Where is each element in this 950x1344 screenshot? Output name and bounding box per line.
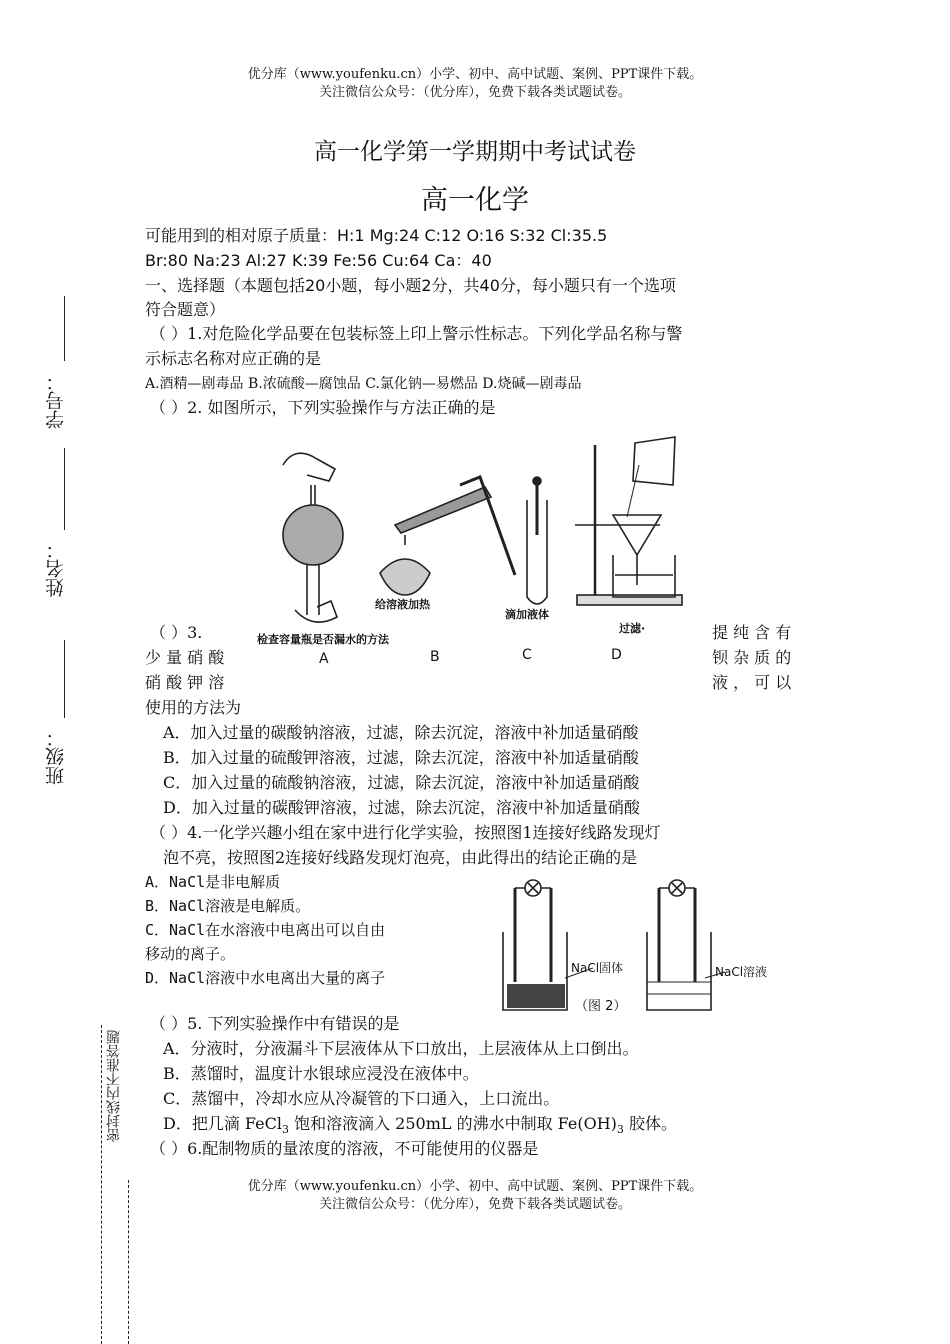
q3-stem-left-2: 少 量 硝 酸 — [145, 648, 225, 667]
name-underline — [64, 448, 65, 530]
q4-option-c-2: 移动的离子。 — [145, 945, 236, 963]
q3-option-b: B．加入过量的硫酸钾溶液，过滤，除去沉淀，溶液中补加适量硝酸 — [163, 748, 639, 767]
q5-stem: （ ）5. 下列实验操作中有错误的是 — [150, 1014, 400, 1033]
fig-label-a: A — [319, 651, 329, 667]
funnel — [613, 515, 661, 555]
q5-option-a: A．分液时，分液漏斗下层液体从下口放出，上层液体从上口倒出。 — [163, 1039, 639, 1058]
exam-subtitle: 高一化学 — [421, 185, 529, 216]
hand-bottom — [295, 601, 337, 622]
nacl-solid-label: NaCl固体 — [571, 961, 624, 975]
class-label: 班级： — [45, 728, 67, 785]
q3-stem-right-1: 提 纯 含 有 — [712, 623, 792, 642]
student-id-label: 学号： — [45, 372, 67, 429]
electrodes-1 — [515, 888, 551, 982]
q4-circuit-figure — [495, 872, 790, 1017]
q3-stem-4: 使用的方法为 — [145, 698, 242, 717]
hand-top — [283, 453, 335, 481]
q1-stem-1: （ ）1.对危险化学品要在包装标签上印上警示性标志。下列化学品名称与警 — [150, 324, 683, 343]
q3-stem-left-1: （ ）3. — [150, 623, 203, 642]
q1-stem-2: 示标志名称对应正确的是 — [145, 349, 322, 368]
q3-stem-right-3: 液 ， 可 以 — [712, 673, 792, 692]
class-underline — [64, 640, 65, 718]
beaker-d — [613, 555, 675, 597]
q2-apparatus-figure — [255, 425, 705, 670]
seal-note: 密封线内不准答题 — [106, 1030, 122, 1142]
q5-option-d: D．把几滴 FeCl$_3$ 饱和溶液滴入 250mL 的沸水中制取 $Fe(OH)_3$ 胶体。 — [163, 1114, 678, 1137]
exam-title: 高一化学第一学期期中考试试卷 — [314, 139, 636, 165]
q3-option-c: C．加入过量的硫酸钠溶液，过滤，除去沉淀，溶液中补加适量硝酸 — [163, 773, 640, 792]
q4-option-c-1: C．NaCl在水溶液中电离出可以自由 — [145, 921, 386, 939]
fig-caption-d: 过滤· — [619, 622, 646, 635]
pouring-beaker — [633, 437, 675, 485]
q3-stem-left-3: 硝 酸 钾 溶 — [145, 673, 225, 692]
fig-label-b: B — [430, 649, 440, 665]
footer-line-1: 优分库（www.youfenku.cn）小学、初中、高中试题、案例、PPT课件下载。 — [247, 1179, 703, 1194]
q4-option-b: B．NaCl溶液是电解质。 — [145, 897, 311, 915]
volumetric-flask — [283, 505, 343, 565]
q1-options: A.酒精—剧毒品 B.浓硫酸—腐蚀品 C.氯化钠—易燃品 D.烧碱—剧毒品 — [145, 376, 582, 392]
test-tube — [395, 487, 491, 533]
name-label: 姓名： — [45, 540, 67, 597]
q2-stem: （ ）2. 如图所示，下列实验操作与方法正确的是 — [150, 398, 496, 417]
atomic-masses-line-2: Br:80 Na:23 Al:27 K:39 Fe:56 Cu:64 Ca：40 — [145, 251, 492, 270]
beaker-2 — [647, 932, 711, 1010]
footer-line-2: 关注微信公众号：（优分库），免费下载各类试题试卷。 — [318, 1197, 631, 1212]
q4-stem-1: （ ）4.一化学兴趣小组在家中进行化学实验，按照图1连接好线路发现灯 — [150, 823, 661, 842]
fig-caption-b: 给溶液加热 — [375, 598, 430, 611]
fig-caption-c: 滴加液体 — [505, 608, 549, 621]
student-id-underline — [64, 296, 65, 361]
q6-stem: （ ）6.配制物质的量浓度的溶液，不可能使用的仪器是 — [150, 1139, 539, 1158]
q4-option-a: A．NaCl是非电解质 — [145, 873, 281, 891]
section-1-heading-cont: 符合题意） — [145, 300, 226, 319]
nacl-solution-label: NaCl溶液 — [715, 965, 768, 979]
q5-option-c: C．蒸馏中，冷却水应从冷凝管的下口通入，上口流出。 — [163, 1089, 560, 1108]
atomic-masses-line-1: 可能用到的相对原子质量：H:1 Mg:24 C:12 O:16 S:32 Cl:35.5 — [145, 226, 608, 245]
q3-option-d: D．加入过量的碳酸钾溶液，过滤，除去沉淀，溶液中补加适量硝酸 — [163, 798, 640, 817]
q4-stem-2: 泡不亮，按照图2连接好线路发现灯泡亮，由此得出的结论正确的是 — [163, 848, 638, 867]
q4-option-d: D．NaCl溶液中水电离出大量的离子 — [145, 969, 386, 987]
fig-label-d: D — [611, 647, 622, 663]
section-1-heading: 一、选择题（本题包括20小题，每小题2分，共40分，每小题只有一个选项 — [145, 276, 676, 295]
header-line-2: 关注微信公众号：（优分库），免费下载各类试题试卷。 — [318, 85, 631, 100]
nacl-solid-granules — [507, 984, 565, 1008]
fig-2-label: （图 2） — [575, 999, 627, 1014]
header-line-1: 优分库（www.youfenku.cn）小学、初中、高中试题、案例、PPT课件下载。 — [247, 67, 703, 82]
q5-option-b: B．蒸馏时，温度计水银球应浸没在液体中。 — [163, 1064, 479, 1083]
electrodes-2 — [659, 888, 695, 982]
fig-label-c: C — [522, 647, 532, 663]
fig-caption-a: 检查容量瓶是否漏水的方法 — [257, 633, 389, 646]
alcohol-lamp — [380, 559, 430, 595]
q3-option-a: A．加入过量的碳酸钠溶液，过滤，除去沉淀，溶液中补加适量硝酸 — [163, 723, 639, 742]
q3-stem-right-2: 钡 杂 质 的 — [712, 648, 792, 667]
